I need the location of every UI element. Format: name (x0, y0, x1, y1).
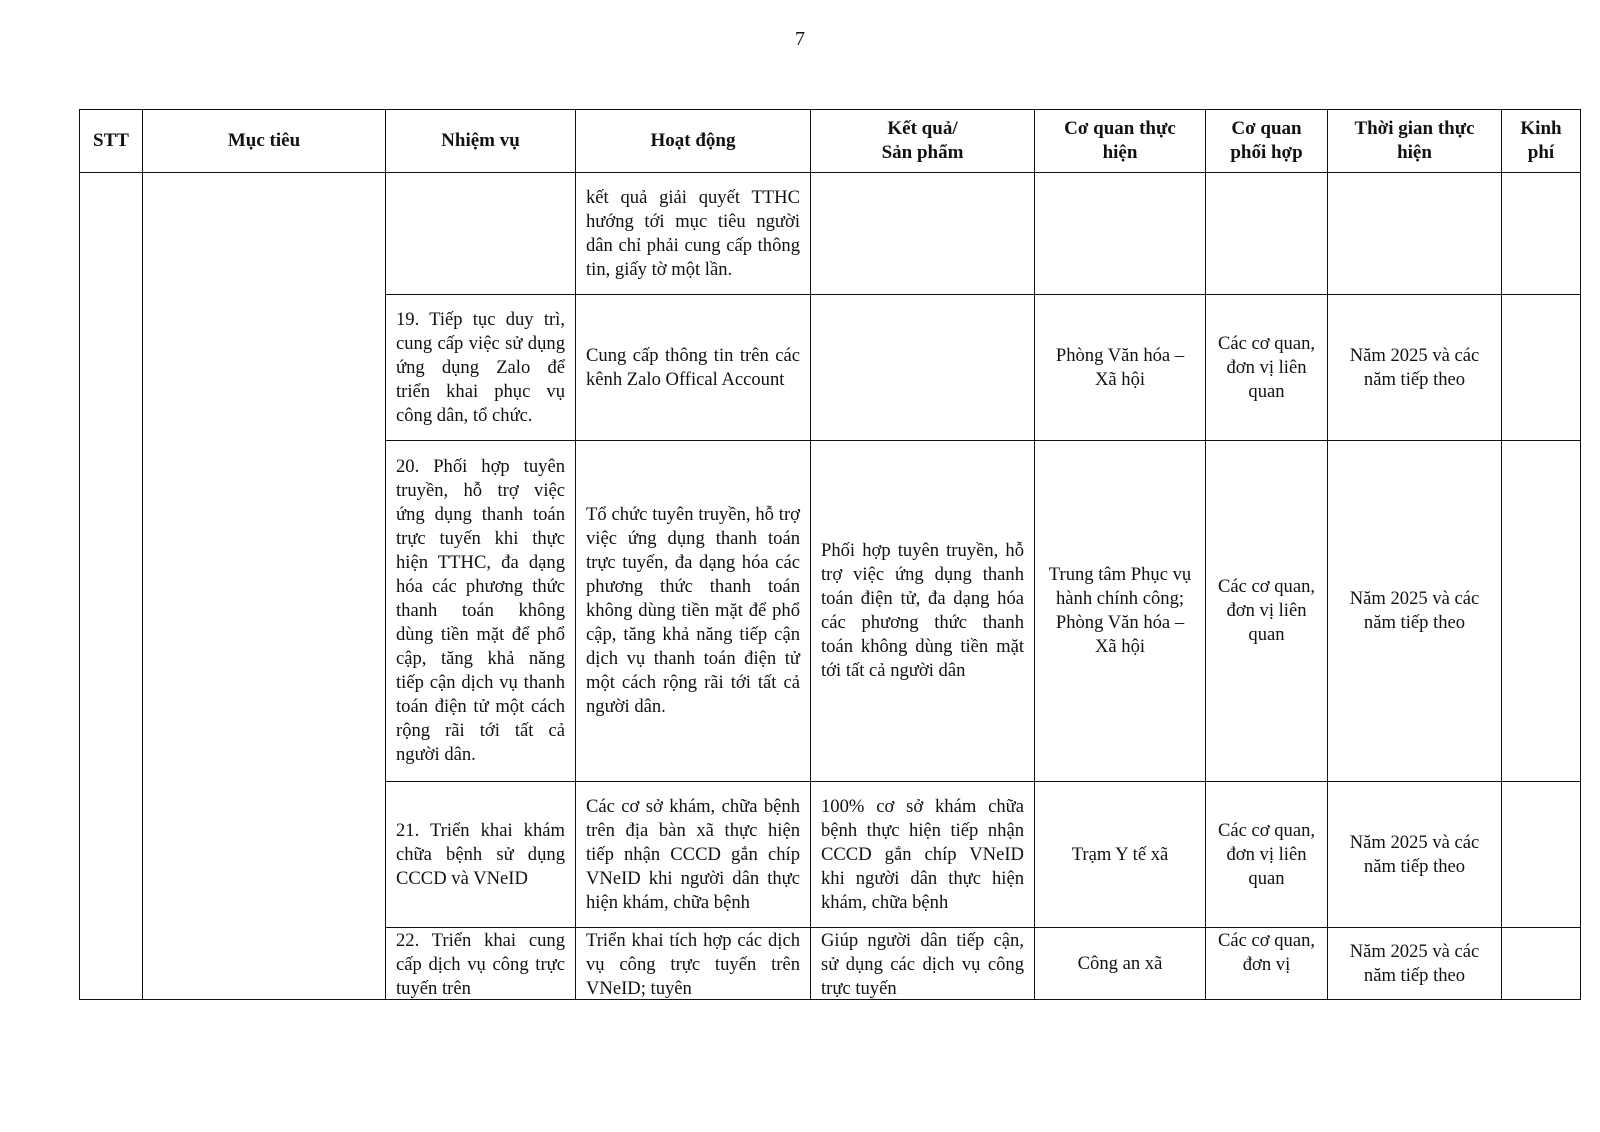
co-quan-thuc-hien-cell (1035, 173, 1206, 295)
header-stt: STT (80, 110, 143, 173)
co-quan-phoi-hop-text: Các cơ quan, đơn vị (1217, 930, 1316, 975)
kinh-phi-cell (1502, 441, 1581, 782)
hoat-dong-cell: Cung cấp thông tin trên các kênh Zalo Offical Account (576, 295, 811, 441)
nhiem-vu-text: 22. Triển khai cung cấp dịch vụ công trực tuyến trên (396, 930, 565, 998)
header-kinh-phi: Kinh phí (1502, 110, 1581, 173)
co-quan-phoi-hop-cell: Các cơ quan, đơn vị liên quan (1206, 441, 1328, 782)
header-ket-qua (811, 110, 1035, 173)
thoi-gian-cell (1328, 173, 1502, 295)
co-quan-phoi-hop-cell: Các cơ quan, đơn vị liên quan (1206, 782, 1328, 928)
kinh-phi-cell (1502, 295, 1581, 441)
kinh-phi-cell (1502, 928, 1581, 1000)
hoat-dong-cell: Tổ chức tuyên truyền, hỗ trợ việc ứng dụng thanh toán trực tuyến, đa dạng hóa các phương thức thanh toán không dùng tiền mặt để phổ cập, tăng khả năng tiếp cận dịch vụ thanh toán điện tử một cách rộng rãi tới tất cả người dân. (576, 441, 811, 782)
nhiem-vu-cell (386, 173, 576, 295)
hoat-dong-cell (576, 928, 811, 1000)
co-quan-phoi-hop-cell: Các cơ quan, đơn vị liên quan (1206, 295, 1328, 441)
header-co-quan-thuc-hien: Cơ quan thực hiện (1035, 110, 1206, 173)
co-quan-thuc-hien-cell: Trung tâm Phục vụ hành chính công; Phòng Văn hóa – Xã hội (1035, 441, 1206, 782)
header-thoi-gian: Thời gian thực hiện (1328, 110, 1502, 173)
co-quan-phoi-hop-cell (1206, 928, 1328, 1000)
thoi-gian-cell: Năm 2025 và các năm tiếp theo (1328, 782, 1502, 928)
page-number: 7 (795, 28, 805, 50)
ket-qua-text: Giúp người dân tiếp cận, sử dụng các dịch vụ công trực tuyến (821, 930, 1024, 998)
kinh-phi-cell (1502, 173, 1581, 295)
muc-tieu-cell (143, 173, 386, 1000)
thoi-gian-cell: Năm 2025 và các năm tiếp theo (1328, 441, 1502, 782)
thoi-gian-cell: Năm 2025 và các năm tiếp theo (1328, 295, 1502, 441)
hoat-dong-cell: Các cơ sở khám, chữa bệnh trên địa bàn xã thực hiện tiếp nhận CCCD gắn chíp VNeID khi người dân thực hiện khám, chữa bệnh (576, 782, 811, 928)
table-row (80, 173, 1581, 295)
ket-qua-cell (811, 173, 1035, 295)
nhiem-vu-cell: 19. Tiếp tục duy trì, cung cấp việc sử dụng ứng dụng Zalo để triển khai phục vụ công dân, tổ chức. (386, 295, 576, 441)
nhiem-vu-cell: 20. Phối hợp tuyên truyền, hỗ trợ việc ứng dụng thanh toán trực tuyến khi thực hiện TTHC, đa dạng hóa các phương thức thanh toán không dùng tiền mặt để phổ cập, tăng khả năng tiếp cận dịch vụ thanh toán điện tử một cách rộng rãi tới tất cả người dân. (386, 441, 576, 782)
ket-qua-cell (811, 928, 1035, 1000)
co-quan-phoi-hop-cell (1206, 173, 1328, 295)
header-muc-tieu: Mục tiêu (143, 110, 386, 173)
table-header-row (80, 110, 1581, 173)
stt-cell (80, 173, 143, 1000)
header-ket-qua-line1: Kết quả/ (887, 118, 958, 139)
ket-qua-cell: 100% cơ sở khám chữa bệnh thực hiện tiếp nhận CCCD gắn chíp VNeID khi người dân thực hiện khám, chữa bệnh (811, 782, 1035, 928)
header-hoat-dong: Hoạt động (576, 110, 811, 173)
header-ket-qua-line2: Sản phẩm (881, 142, 964, 163)
nhiem-vu-cell (386, 928, 576, 1000)
co-quan-thuc-hien-cell: Trạm Y tế xã (1035, 782, 1206, 928)
hoat-dong-cell: kết quả giải quyết TTHC hướng tới mục tiêu người dân chỉ phải cung cấp thông tin, giấy tờ một lần. (576, 173, 811, 295)
thoi-gian-cell: Năm 2025 và các năm tiếp theo (1328, 928, 1502, 1000)
hoat-dong-text: Triển khai tích hợp các dịch vụ công trực tuyến trên VNeID; tuyên (586, 930, 800, 998)
action-plan-table (79, 109, 1581, 1000)
kinh-phi-cell (1502, 782, 1581, 928)
co-quan-thuc-hien-cell: Công an xã (1035, 928, 1206, 1000)
co-quan-thuc-hien-cell: Phòng Văn hóa – Xã hội (1035, 295, 1206, 441)
nhiem-vu-cell: 21. Triển khai khám chữa bệnh sử dụng CCCD và VNeID (386, 782, 576, 928)
ket-qua-cell: Phối hợp tuyên truyền, hỗ trợ việc ứng dụng thanh toán điện tử, đa dạng hóa các phương thức thanh toán không dùng tiền mặt tới tất cả người dân (811, 441, 1035, 782)
header-nhiem-vu: Nhiệm vụ (386, 110, 576, 173)
header-co-quan-phoi-hop: Cơ quan phối hợp (1206, 110, 1328, 173)
ket-qua-cell (811, 295, 1035, 441)
